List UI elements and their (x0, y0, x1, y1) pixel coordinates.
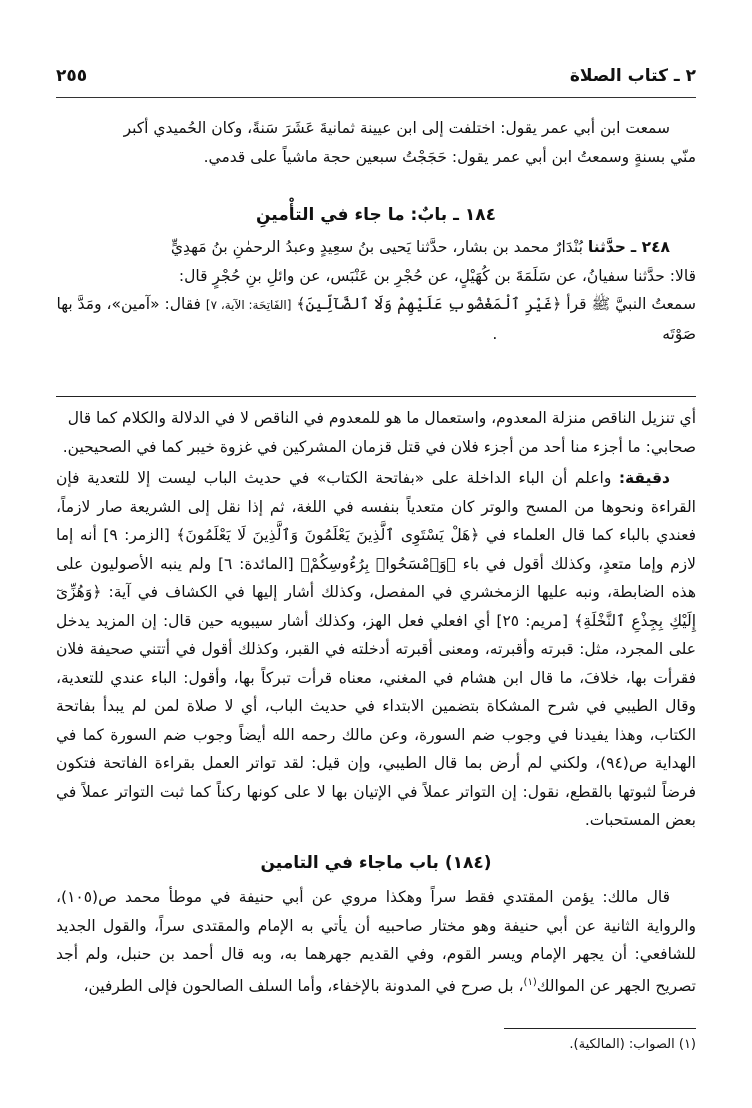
commentary-para-2-text (56, 464, 696, 835)
hadith-line-4 (56, 320, 696, 349)
footnote-text: الصواب: (المالكية). (569, 1037, 675, 1052)
commentary-line: أي تنزيل الناقص منزلة المعدوم، واستعمال ما هو للمعدوم في الناقص لا في الدلالة والكلام كما قال (67, 409, 696, 427)
note-label: دقيقة: (618, 469, 670, 487)
chapter-title: ٢ ـ كتاب الصلاة (569, 66, 696, 86)
note-body: واعلم أن الباء الداخلة على «بفاتحة الكتاب» في حديث الباب ليست إلا للتعدية فإن القراءة ونحوها من المسح والوتر كان متعدياً بنفسه في اللغة، ثم إذا نقل إلى الشريعة صار لازماً، فعندي بالباء كما قال العلماء في ﴿هَلْ يَسْتَوِى ٱلَّذِينَ يَعْلَمُونَ وَٱلَّذِينَ لَا يَعْلَمُونَ﴾ [الزمر: ٩] أنه إما لازم وإما متعدٍ، وكذلك أقول في باء ﴿وَٱمْسَحُوا۟ بِرُءُوسِكُمْ﴾ [المائدة: ٦] ولم ينبه الأصوليون على هذه الضابطة، ونبه عليها الزمخشري في المفصل، وكذلك أشار إليها في الكشاف في آية: ﴿وَهُزِّىٓ إِلَيْكِ بِجِذْعِ ٱلنَّخْلَةِ﴾ [مريم: ٢٥] أي افعلي فعل الهز، وكذلك أشار سيبويه حين قال: إن المزيد يدخل على المجرد، مثل: قبرته وأقبرته، ومعنى أقبرته أدخلته في القبر، وكذلك أقول في أتتني صحيفة فلان فقرأت بها، خلافَ، ما قال ابن هشام في المغني، معناه قرأت تبركاً بها، وأقول: الباء عندي للتعدية، وقال الطيبي في شرح المشكاة بتضمين الابتداء في حديث الباب، أي لا صلاة لمن لم يبدأ بفاتحة الكتاب، وهذا يفيدنا في وجوب ضم السورة، وعن مالك رحمه الله أيضاً وجوب ضم السورة كما في الهداية ص(٩٤)، ولكني لم أرض بما قال الطيبي، وإن قيل: لقد تواتر العمل بقراءة الفاتحة فتكون فرضاً لثبوتها بالقطع، نقول: إن التواتر عملاً في الإتيان بها لا على كونها ركناً كما ثبت التواتر عملاً في بعض المستحبات. (56, 469, 697, 829)
hadith-line-2: قالا: حدَّثنا سفيانُ، عن سَلَمَةَ بن كُهَيْلٍ، عن حُجْرِ بن عَنْبَس، عن وائلِ بنِ حُجْرٍ قال: (178, 266, 696, 285)
footnote (569, 1034, 696, 1056)
intro-line: سمعت ابن أبي عمر يقول: اختلفت إلى ابن عيينة ثمانيةَ عَشَرَ سَنةً، وكان الحُميدي أكبر (123, 119, 670, 137)
commentary-para-1 (56, 404, 696, 461)
quran-verse: ﴿غَيْرِ ٱلْمَغْضُوبِ عَلَيْهِمْ وَلَا ٱلضَّآلِّينَ﴾ (296, 295, 562, 313)
verse-reference: [الفَاتِحَة: الآية، ٧] (205, 298, 292, 312)
hadith-line-1-text: بُنْدَارٌ محمد بن بشار، حدَّثنا يَحيى بنُ سعِيدٍ وعبدُ الرحمٰنِ بنُ مَهدِيٍّ (170, 238, 583, 256)
footnote-marker[interactable]: (١) (523, 976, 537, 988)
text-commentary-divider (56, 396, 696, 397)
hadith-number: ٢٤٨ ـ (630, 238, 670, 256)
running-head (56, 64, 696, 88)
commentary-line: صحابي: ما أجزء منا أحد من أجزء فلان في قتل قزمان المشركين في غزوة خيبر كما في الصحيحين. (62, 437, 696, 456)
commentary-para-2 (56, 464, 696, 835)
end-dot: . (492, 324, 498, 343)
para-3-text-a: قال مالك: يؤمن المقتدي فقط سراً وهكذا مروي عن أبي حنيفة في موطأ محمد ص(١٠٥)، والرواية الثانية عن أبي حنيفة وهو مختار صاحبيه أن يأتي به الإمام والمقتدى سراً، والقول الجديد للشافعي: أن يجهر الإمام ويسر القوم، وفي القديم جهرهما به، وبه قال أحمد بن حنبل، ولم أجد تصريح الجهر عن الموالك (56, 888, 696, 995)
book-page (56, 0, 696, 1108)
hadith-line-3 (56, 290, 696, 320)
hadith-line-1 (56, 233, 696, 262)
commentary-para-3 (56, 883, 696, 1000)
hadith-line-3-end: فقال: «آمين»، ومَدَّ بها (56, 295, 201, 313)
para-3-text-b: ، بل صرح في المدونة بالإخفاء، وأما السلف الصالحون فإلى الطرفين، (83, 976, 524, 995)
hadith-line-3-start: سمعتُ النبيَّ ﷺ قرأ (566, 295, 696, 313)
commentary-para-3-text (56, 883, 696, 1000)
hadith-line-4-text: صَوْتَه (662, 324, 696, 343)
hadith-lead-word: حدَّثنا (587, 238, 626, 256)
section-heading: (١٨٤) باب ماجاء في التامين (260, 853, 492, 873)
footnote-number: (١) (678, 1037, 696, 1052)
chapter-heading: ١٨٤ ـ بابٌ: ما جاء في التأْمينِ (256, 205, 496, 225)
hadith-text (56, 233, 696, 348)
footnote-rule (504, 1028, 696, 1029)
page-number: ٢٥٥ (56, 66, 88, 86)
header-rule (56, 97, 696, 98)
intro-text (56, 114, 696, 171)
intro-line: منّي بسنةٍ وسمعتُ ابن أبي عمر يقول: حَجَجْتُ سبعين حجة ماشياً على قدمي. (203, 147, 696, 166)
